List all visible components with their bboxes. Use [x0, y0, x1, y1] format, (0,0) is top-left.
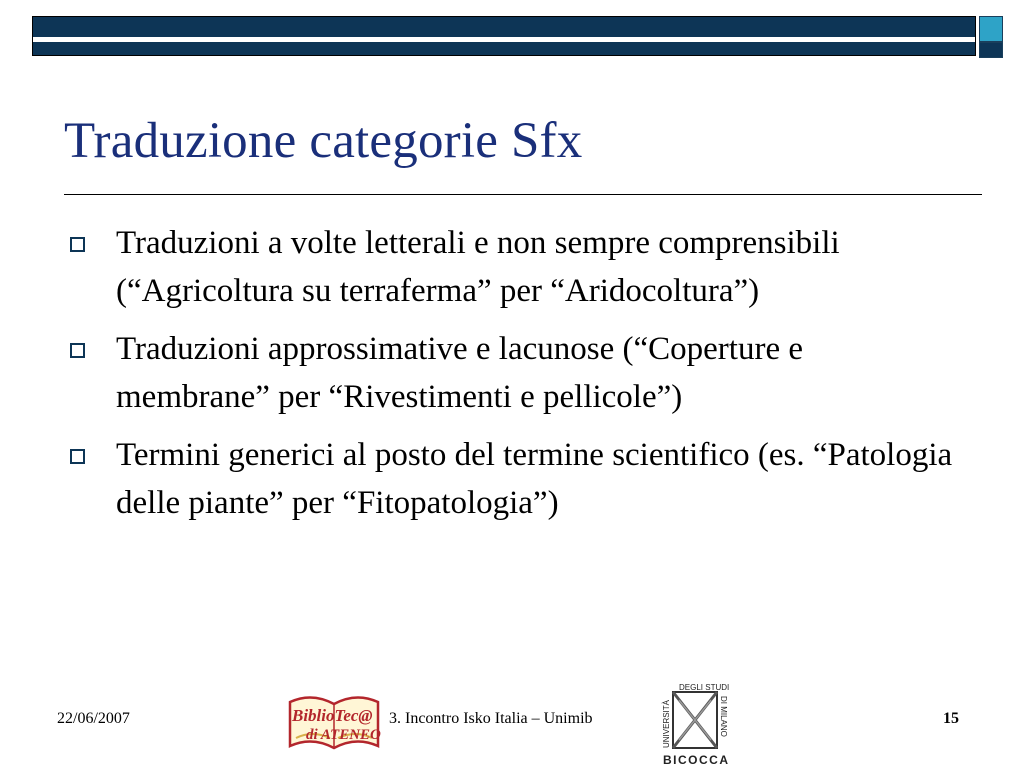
square-bullet-icon [70, 343, 85, 358]
square-bullet-icon [70, 237, 85, 252]
square-bullet-icon [70, 449, 85, 464]
logo-side-text: UNIVERSITÀ [662, 699, 671, 748]
page-number: 15 [943, 710, 959, 727]
corner-accent-top [979, 16, 1003, 42]
logo-top-text: DEGLI STUDI [679, 683, 730, 692]
biblioteca-logo [286, 688, 382, 752]
title-divider [64, 194, 982, 195]
logo-text-line1: BiblioTec@ [292, 706, 373, 725]
bullet-item [64, 431, 964, 527]
footer-date: 22/06/2007 [57, 710, 130, 727]
bullet-list [64, 219, 964, 537]
bullet-text: Termini generici al posto del termine scientifico (es. “Patologia delle piante” per “Fitopatologia”) [116, 437, 953, 521]
bullet-text: Traduzioni approssimative e lacunose (“Coperture e membrane” per “Rivestimenti e pellicole”) [116, 331, 803, 415]
logo-mid-text: DI MILANO [719, 696, 728, 737]
corner-accent-bottom [979, 42, 1003, 58]
footer-center-text: 3. Incontro Isko Italia – Unimib [389, 710, 593, 727]
bullet-text: Traduzioni a volte letterali e non sempre comprensibili (“Agricoltura su terraferma” per “Aridocoltura”) [116, 225, 840, 309]
logo-bottom-text: BICOCCA [663, 753, 730, 767]
bullet-item [64, 219, 964, 315]
header-bar-stripe [33, 37, 975, 42]
logo-text-line2: di ATENEO [306, 727, 381, 743]
bicocca-logo [657, 682, 731, 768]
slide-title: Traduzione categorie Sfx [64, 113, 583, 169]
header-bar [32, 16, 976, 56]
bullet-item [64, 325, 964, 421]
